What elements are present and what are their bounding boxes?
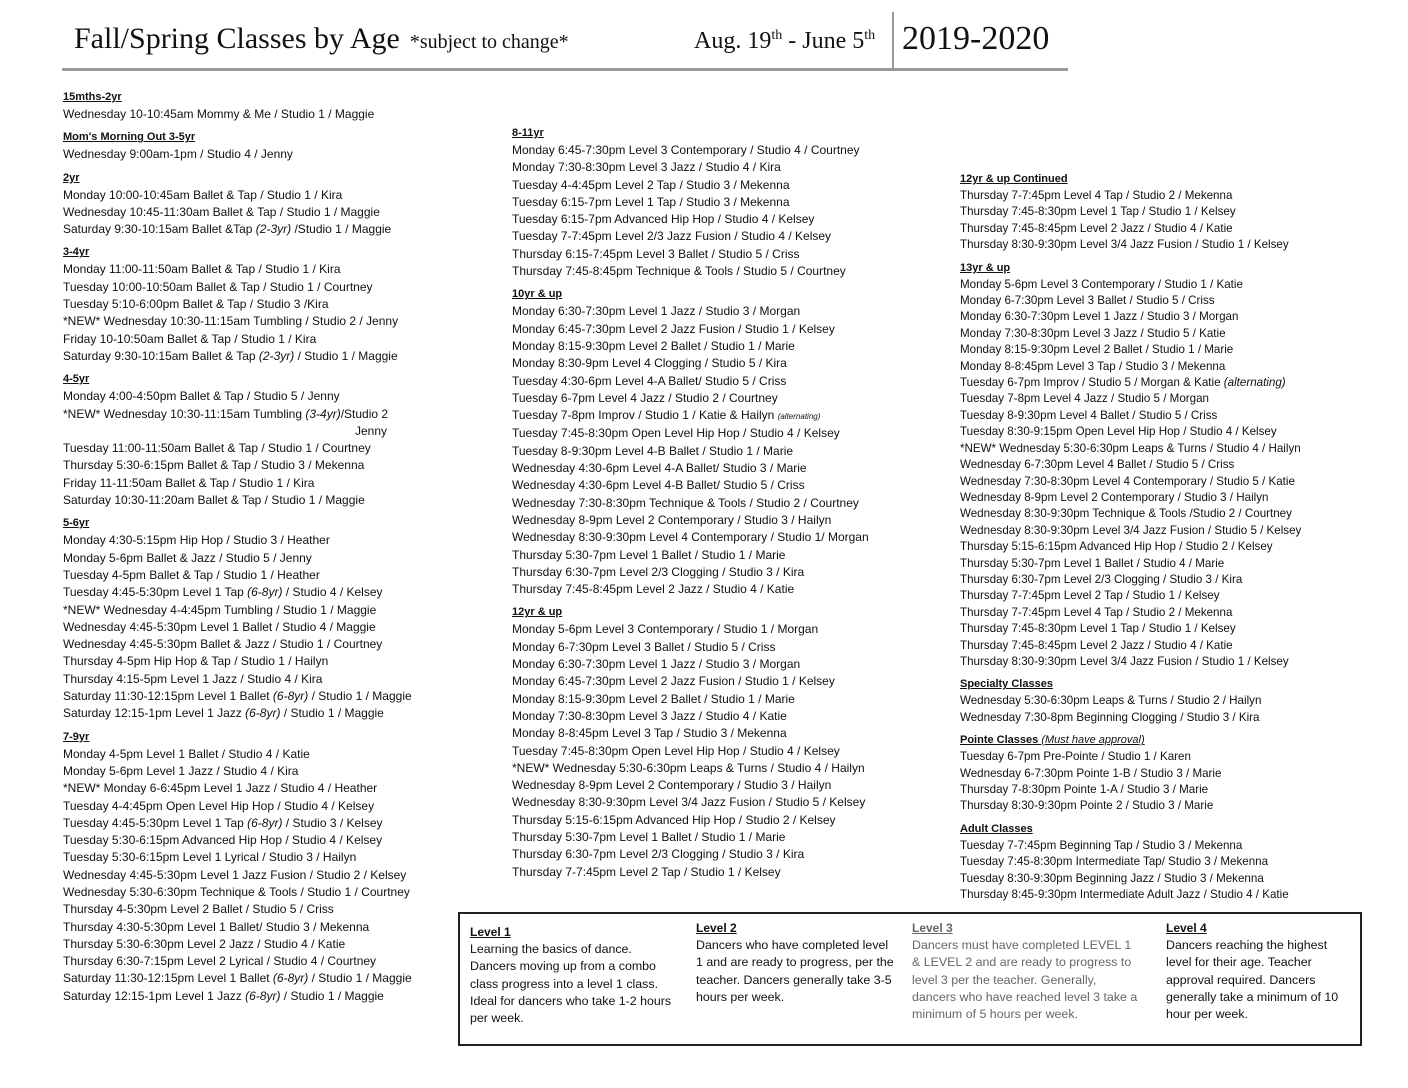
- section-heading-text: 4-5yr: [63, 373, 90, 386]
- section-heading-text: Specialty Classes: [960, 678, 1053, 691]
- class-entry-text: *NEW* Wednesday 10:30-11:15am Tumbling: [63, 406, 306, 421]
- section-heading-text: Pointe Classes: [960, 734, 1039, 747]
- class-entry: Monday 4-5pm Level 1 Ballet / Studio 4 / Katie: [63, 746, 310, 761]
- level-1-block: [470, 924, 675, 1027]
- class-entry: Tuesday 11:00-11:50am Ballet & Tap / Studio 1 / Courtney: [63, 441, 371, 456]
- class-entry: Saturday 10:30-11:20am Ballet & Tap / Studio 1 / Maggie: [63, 493, 365, 508]
- level-3-description: Dancers must have completed LEVEL 1 & LEVEL 2 and are ready to progress to level 3 per the teacher. Generally, dancers who have reached level 3 take a minimum of 5 hours per week.: [912, 938, 1138, 1022]
- class-entry: Friday 10-10:50am Ballet & Tap / Studio 1 / Kira: [63, 331, 317, 346]
- class-entry: Tuesday 4-5pm Ballet & Tap / Studio 1 / Heather: [63, 567, 320, 582]
- class-section: [512, 287, 869, 598]
- class-entry-text: Tuesday 6-7pm Improv / Studio 5 / Morgan & Katie: [960, 376, 1224, 390]
- class-entry: Thursday 8:30-9:30pm Level 3/4 Jazz Fusion / Studio 1 / Kelsey: [960, 238, 1289, 252]
- section-heading-text: 10yr & up: [512, 288, 563, 301]
- class-entry: Thursday 7:45-8:45pm Technique & Tools / Studio 5 / Courtney: [512, 264, 846, 279]
- class-entry-text-after: / Studio 1 / Maggie: [280, 988, 384, 1003]
- class-entry: Monday 10:00-10:45am Ballet & Tap / Studio 1 / Kira: [63, 187, 343, 202]
- section-heading-text: 13yr & up: [960, 261, 1011, 274]
- class-entry: [960, 375, 1301, 391]
- class-entry: Wednesday 4:45-5:30pm Level 1 Jazz Fusion / Studio 2 / Kelsey: [63, 867, 407, 882]
- class-entry: Thursday 5:30-7pm Level 1 Ballet / Studio 1 / Marie: [512, 547, 786, 562]
- class-entry: Monday 8:15-9:30pm Level 2 Ballet / Studio 1 / Marie: [960, 343, 1234, 357]
- class-entry-note: (6-8yr): [247, 815, 283, 830]
- section-heading-text: 12yr & up Continued: [960, 173, 1068, 185]
- class-entry: Wednesday 6-7:30pm Pointe 1-B / Studio 3 / Marie: [960, 766, 1222, 780]
- class-entry: Thursday 5:15-6:15pm Advanced Hip Hop / Studio 2 / Kelsey: [512, 812, 836, 827]
- class-entry: [63, 406, 412, 423]
- class-entry: [512, 407, 869, 425]
- class-entry-note: (3-4yr): [305, 406, 341, 421]
- class-entry: Thursday 5:15-6:15pm Advanced Hip Hop / Studio 2 / Kelsey: [960, 540, 1273, 554]
- class-section: [63, 171, 412, 239]
- class-entry: *NEW* Wednesday 5:30-6:30pm Leaps & Turns / Studio 4 / Hailyn: [960, 441, 1301, 455]
- class-entry: Thursday 5:30-6:15pm Ballet & Tap / Studio 3 / Mekenna: [63, 458, 365, 473]
- class-entry: Thursday 5:30-7pm Level 1 Ballet / Studio 1 / Marie: [512, 829, 786, 844]
- class-entry: Thursday 7:45-8:30pm Level 1 Tap / Studio 1 / Kelsey: [960, 622, 1236, 636]
- section-heading-text: Mom's Morning Out 3-5yr: [63, 131, 196, 144]
- class-entry: Tuesday 5:30-6:15pm Level 1 Lyrical / Studio 3 / Hailyn: [63, 850, 357, 865]
- class-entry: Wednesday 9:00am-1pm / Studio 4 / Jenny: [63, 147, 293, 162]
- class-entry: Monday 6:30-7:30pm Level 1 Jazz / Studio 3 / Morgan: [512, 657, 801, 672]
- class-entry: [63, 688, 412, 705]
- class-entry: Wednesday 8-9pm Level 2 Contemporary / Studio 3 / Hailyn: [960, 490, 1269, 504]
- class-entry: Thursday 7-7:45pm Level 2 Tap / Studio 1 / Kelsey: [960, 589, 1220, 603]
- class-entry-note: (6-8yr): [272, 689, 309, 704]
- class-entry: Thursday 6:30-7pm Level 2/3 Clogging / Studio 3 / Kira: [512, 847, 805, 862]
- section-heading: [63, 245, 412, 260]
- class-entry: *NEW* Wednesday 5:30-6:30pm Leaps & Turns / Studio 4 / Hailyn: [512, 760, 865, 775]
- schedule-column-2: [512, 126, 869, 888]
- class-entry: [63, 221, 412, 238]
- class-entry: Thursday 7-7:45pm Level 2 Tap / Studio 1 / Kelsey: [512, 864, 781, 879]
- class-entry: Wednesday 8:30-9:30pm Technique & Tools /Studio 2 / Courtney: [960, 507, 1292, 521]
- class-entry-text: Tuesday 4:45-5:30pm Level 1 Tap: [63, 585, 248, 600]
- class-section: [63, 130, 412, 163]
- class-section: [63, 90, 412, 123]
- class-entry-note: (2-3yr): [258, 348, 295, 363]
- class-section: [63, 516, 412, 722]
- section-heading-text: 12yr & up: [512, 606, 563, 619]
- class-entry: Tuesday 6:15-7pm Advanced Hip Hop / Studio 4 / Kelsey: [512, 212, 815, 227]
- section-heading: [63, 730, 412, 745]
- class-entry-text: Saturday 12:15-1pm Level 1 Jazz: [63, 706, 246, 721]
- class-section: [63, 372, 412, 509]
- class-entry-text-after: / Studio 4 / Kelsey: [282, 585, 383, 600]
- section-heading-note: (Must have approval): [1041, 734, 1145, 747]
- class-entry: [63, 988, 412, 1005]
- class-entry: Monday 8:15-9:30pm Level 2 Ballet / Studio 1 / Marie: [512, 338, 795, 353]
- class-entry-text-after: / Studio 3 / Kelsey: [282, 815, 383, 830]
- header-divider: [892, 12, 894, 68]
- class-entry: Tuesday 7:45-8:30pm Open Level Hip Hop / Studio 4 / Kelsey: [512, 426, 840, 441]
- section-heading-text: 15mths-2yr: [63, 91, 122, 103]
- class-entry: Thursday 5:30-6:30pm Level 2 Jazz / Studio 4 / Katie: [63, 936, 346, 951]
- class-entry: Thursday 6:30-7pm Level 2/3 Clogging / Studio 3 / Kira: [960, 572, 1243, 586]
- class-entry: [63, 815, 412, 832]
- section-heading-text: Adult Classes: [960, 822, 1033, 835]
- class-entry: Monday 4:00-4:50pm Ballet & Tap / Studio 5 / Jenny: [63, 389, 340, 404]
- class-entry: Thursday 5:30-7pm Level 1 Ballet / Studio 4 / Marie: [960, 556, 1225, 570]
- section-heading: [960, 677, 1301, 692]
- class-section: [960, 261, 1301, 671]
- class-entry: Wednesday 10:45-11:30am Ballet & Tap / Studio 1 / Maggie: [63, 204, 380, 219]
- level-descriptions-box: [458, 912, 1362, 1046]
- class-entry: Wednesday 5:30-6:30pm Technique & Tools / Studio 1 / Courtney: [63, 884, 410, 899]
- schedule-column-3: [960, 172, 1301, 910]
- class-entry: Friday 11-11:50am Ballet & Tap / Studio 1 / Kira: [63, 475, 315, 490]
- level-4-title: Level 4: [1166, 921, 1207, 935]
- class-entry: Wednesday 4:30-6pm Level 4-B Ballet/ Studio 5 / Criss: [512, 478, 805, 493]
- section-heading-text: 7-9yr: [63, 730, 90, 743]
- class-entry: Monday 6-7:30pm Level 3 Ballet / Studio 5 / Criss: [960, 294, 1215, 308]
- class-entry: Wednesday 7:30-8:30pm Technique & Tools / Studio 2 / Courtney: [512, 495, 859, 510]
- level-2-block: [696, 920, 896, 1006]
- class-entry: Tuesday 8-9:30pm Level 4 Ballet / Studio 5 / Criss: [960, 408, 1218, 422]
- class-entry-text-after: /Studio 2: [340, 406, 389, 421]
- class-entry-text: Saturday 9:30-10:15am Ballet &Tap: [63, 222, 256, 237]
- class-entry-text-after: / Studio 1 / Maggie: [308, 689, 412, 704]
- class-section: [960, 677, 1301, 726]
- class-entry: Tuesday 6-7pm Pre-Pointe / Studio 1 / Karen: [960, 750, 1191, 764]
- class-entry: Monday 6:45-7:30pm Level 2 Jazz Fusion / Studio 1 / Kelsey: [512, 321, 835, 336]
- section-heading: [63, 372, 412, 387]
- class-entry: *NEW* Wednesday 4-4:45pm Tumbling / Studio 1 / Maggie: [63, 602, 377, 617]
- class-entry-text: Tuesday 4:45-5:30pm Level 1 Tap: [63, 815, 248, 830]
- class-entry: Tuesday 6:15-7pm Level 1 Tap / Studio 3 / Mekenna: [512, 194, 790, 209]
- class-entry-text: Saturday 11:30-12:15pm Level 1 Ballet: [63, 971, 273, 986]
- section-heading: [960, 261, 1301, 276]
- class-entry: Wednesday 5:30-6:30pm Leaps & Turns / Studio 2 / Hailyn: [960, 694, 1262, 708]
- class-section: [512, 126, 869, 280]
- section-heading: [512, 605, 869, 620]
- class-entry: Thursday 8:30-9:30pm Level 3/4 Jazz Fusion / Studio 1 / Kelsey: [960, 654, 1289, 668]
- class-entry: Tuesday 7-7:45pm Level 2/3 Jazz Fusion / Studio 4 / Kelsey: [512, 229, 832, 244]
- class-entry: Wednesday 4:30-6pm Level 4-A Ballet/ Studio 3 / Marie: [512, 461, 807, 476]
- class-entry: Tuesday 6-7pm Level 4 Jazz / Studio 2 / Courtney: [512, 390, 778, 405]
- class-entry: Monday 6:30-7:30pm Level 1 Jazz / Studio 3 / Morgan: [960, 310, 1239, 324]
- class-section: [63, 245, 412, 365]
- section-heading-text: 2yr: [63, 171, 80, 184]
- class-entry-text: Saturday 11:30-12:15pm Level 1 Ballet: [63, 689, 273, 704]
- class-entry: Monday 5-6pm Level 3 Contemporary / Studio 1 / Morgan: [512, 622, 819, 637]
- section-heading: [512, 287, 869, 302]
- class-entry-note: (alternating): [777, 412, 821, 422]
- level-4-block: [1166, 920, 1346, 1023]
- class-entry-text: Saturday 9:30-10:15am Ballet & Tap: [63, 348, 259, 363]
- class-entry: Monday 8-8:45pm Level 3 Tap / Studio 3 / Mekenna: [960, 359, 1226, 373]
- class-entry: Jenny: [355, 423, 388, 438]
- class-entry: Monday 7:30-8:30pm Level 3 Jazz / Studio 5 / Katie: [960, 326, 1226, 340]
- section-heading-text: 3-4yr: [63, 246, 90, 259]
- class-entry: Thursday 7-7:45pm Level 4 Tap / Studio 2 / Mekenna: [960, 189, 1233, 202]
- schedule-column-1: [63, 90, 412, 1012]
- class-entry: Thursday 7-8:30pm Pointe 1-A / Studio 3 / Marie: [960, 783, 1209, 796]
- class-entry: Tuesday 7:45-8:30pm Open Level Hip Hop / Studio 4 / Kelsey: [512, 743, 840, 758]
- class-entry-text-after: / Studio 1 / Maggie: [308, 971, 412, 986]
- class-entry: Monday 7:30-8:30pm Level 3 Jazz / Studio 4 / Kira: [512, 160, 781, 175]
- class-entry: Monday 6-7:30pm Level 3 Ballet / Studio 5 / Criss: [512, 639, 776, 654]
- class-entry: Monday 4:30-5:15pm Hip Hop / Studio 3 / Heather: [63, 533, 330, 548]
- class-entry: Tuesday 7-7:45pm Beginning Tap / Studio 3 / Mekenna: [960, 838, 1243, 852]
- class-entry: Monday 8:15-9:30pm Level 2 Ballet / Studio 1 / Marie: [512, 691, 795, 706]
- class-entry: Monday 6:30-7:30pm Level 1 Jazz / Studio 3 / Morgan: [512, 304, 801, 319]
- class-entry-text-after: / Studio 1 / Maggie: [280, 706, 384, 721]
- class-entry-note: (6-8yr): [272, 971, 309, 986]
- class-entry: [63, 970, 412, 987]
- section-heading-text: 5-6yr: [63, 517, 90, 530]
- class-entry: Thursday 4-5:30pm Level 2 Ballet / Studio 5 / Criss: [63, 902, 334, 917]
- class-section: [512, 605, 869, 880]
- level-1-title: Level 1: [470, 925, 511, 939]
- class-entry: Wednesday 8-9pm Level 2 Contemporary / Studio 3 / Hailyn: [512, 512, 832, 527]
- section-heading: [63, 171, 412, 186]
- class-entry-note: (2-3yr): [255, 222, 292, 237]
- class-entry: [63, 348, 412, 365]
- class-entry: Tuesday 7:45-8:30pm Intermediate Tap/ Studio 3 / Mekenna: [960, 855, 1269, 869]
- section-heading: [512, 126, 869, 141]
- class-entry: Wednesday 8-9pm Level 2 Contemporary / Studio 3 / Hailyn: [512, 778, 832, 793]
- section-heading: [960, 733, 1301, 748]
- class-entry: Wednesday 8:30-9:30pm Level 3/4 Jazz Fusion / Studio 5 / Kelsey: [512, 795, 866, 810]
- class-entry: *NEW* Monday 6-6:45pm Level 1 Jazz / Studio 4 / Heather: [63, 781, 378, 796]
- date-end-suffix: th: [864, 28, 876, 43]
- class-entry: Wednesday 10-10:45am Mommy & Me / Studio 1 / Maggie: [63, 107, 375, 121]
- class-section: [960, 822, 1301, 904]
- class-entry: Wednesday 8:30-9:30pm Level 3/4 Jazz Fusion / Studio 5 / Kelsey: [960, 523, 1302, 537]
- class-entry: *NEW* Wednesday 10:30-11:15am Tumbling / Studio 2 / Jenny: [63, 314, 399, 329]
- class-entry: Monday 7:30-8:30pm Level 3 Jazz / Studio 4 / Katie: [512, 708, 787, 723]
- class-entry: Tuesday 8:30-9:30pm Beginning Jazz / Studio 3 / Mekenna: [960, 871, 1264, 885]
- class-entry: Monday 8-8:45pm Level 3 Tap / Studio 3 / Mekenna: [512, 726, 787, 741]
- class-entry: Monday 5-6pm Ballet & Jazz / Studio 5 / Jenny: [63, 550, 312, 565]
- class-entry: Tuesday 4:30-6pm Level 4-A Ballet/ Studio 5 / Criss: [512, 373, 787, 388]
- subtitle-note: *subject to change*: [409, 31, 569, 53]
- class-entry: Thursday 7:45-8:30pm Level 1 Tap / Studio 1 / Kelsey: [960, 205, 1236, 219]
- class-section: [960, 733, 1301, 815]
- class-entry: Wednesday 4:45-5:30pm Ballet & Jazz / Studio 1 / Courtney: [63, 637, 383, 652]
- class-entry: Monday 5-6pm Level 3 Contemporary / Studio 1 / Katie: [960, 277, 1243, 291]
- class-entry: Monday 11:00-11:50am Ballet & Tap / Studio 1 / Kira: [63, 262, 341, 277]
- class-entry: Wednesday 7:30-8:30pm Level 4 Contemporary / Studio 5 / Katie: [960, 474, 1295, 488]
- class-entry: Thursday 6:15-7:45pm Level 3 Ballet / Studio 5 / Criss: [512, 246, 800, 261]
- class-entry: Tuesday 4-4:45pm Level 2 Tap / Studio 3 / Mekenna: [512, 177, 790, 192]
- class-entry-note: (alternating): [1223, 376, 1286, 390]
- section-heading-text: 8-11yr: [512, 127, 544, 139]
- class-entry: Thursday 4:30-5:30pm Level 1 Ballet/ Studio 3 / Mekenna: [63, 919, 370, 934]
- page-title: [74, 22, 569, 56]
- level-3-title: Level 3: [912, 921, 953, 935]
- date-start: Aug. 19: [694, 28, 772, 54]
- class-entry: Tuesday 10:00-10:50am Ballet & Tap / Studio 1 / Courtney: [63, 279, 373, 294]
- class-entry: Tuesday 7-8pm Level 4 Jazz / Studio 5 / Morgan: [960, 392, 1209, 406]
- class-entry-text-after: /Studio 1 / Maggie: [291, 222, 392, 237]
- class-entry: Thursday 7:45-8:45pm Level 2 Jazz / Studio 4 / Katie: [512, 582, 795, 597]
- level-1-description: Learning the basics of dance. Dancers moving up from a combo class progress into a level 1 class. Ideal for dancers who take 1-2 hours per week.: [470, 942, 672, 1026]
- level-2-description: Dancers who have completed level 1 and are ready to progress, per the teacher. Dancers generally take 3-5 hours per week.: [696, 938, 894, 1004]
- class-entry: Tuesday 8:30-9:15pm Open Level Hip Hop / Studio 4 / Kelsey: [960, 425, 1277, 439]
- section-heading: [960, 172, 1301, 187]
- class-entry: Thursday 6:30-7pm Level 2/3 Clogging / Studio 3 / Kira: [512, 564, 805, 579]
- class-entry: [63, 584, 412, 601]
- class-entry: Wednesday 7:30-8pm Beginning Clogging / Studio 3 / Kira: [960, 710, 1260, 724]
- section-heading: [960, 822, 1301, 837]
- class-entry: Monday 6:45-7:30pm Level 3 Contemporary / Studio 4 / Courtney: [512, 143, 860, 157]
- class-entry: Thursday 7:45-8:45pm Level 2 Jazz / Studio 4 / Katie: [960, 221, 1233, 235]
- class-entry: Monday 6:45-7:30pm Level 2 Jazz Fusion / Studio 1 / Kelsey: [512, 674, 835, 689]
- class-entry: Thursday 7-7:45pm Level 4 Tap / Studio 2 / Mekenna: [960, 605, 1233, 619]
- class-entry: Wednesday 4:45-5:30pm Level 1 Ballet / Studio 4 / Maggie: [63, 619, 376, 634]
- level-3-block: [912, 920, 1138, 1023]
- class-entry: Thursday 6:30-7:15pm Level 2 Lyrical / Studio 4 / Courtney: [63, 954, 377, 969]
- date-range: [694, 28, 875, 55]
- level-2-title: Level 2: [696, 921, 737, 935]
- class-section: [960, 172, 1301, 254]
- class-entry-note: (6-8yr): [245, 706, 281, 721]
- section-heading: [63, 516, 412, 531]
- level-4-description: Dancers reaching the highest level for their age. Teacher approval required. Dancers generally take a minimum of 10 hour per week.: [1166, 938, 1339, 1022]
- class-entry: Tuesday 4-4:45pm Open Level Hip Hop / Studio 4 / Kelsey: [63, 798, 375, 813]
- class-entry-text-after: / Studio 1 / Maggie: [294, 348, 398, 363]
- class-section: [63, 730, 412, 1005]
- class-entry: Tuesday 5:30-6:15pm Advanced Hip Hop / Studio 4 / Kelsey: [63, 833, 383, 848]
- section-heading: [63, 90, 412, 105]
- class-entry: Thursday 4-5pm Hip Hop & Tap / Studio 1 / Hailyn: [63, 654, 329, 669]
- class-entry: Thursday 8:30-9:30pm Pointe 2 / Studio 3 / Marie: [960, 799, 1214, 813]
- school-year: 2019-2020: [902, 20, 1050, 57]
- class-entry: Thursday 8:45-9:30pm Intermediate Adult Jazz / Studio 4 / Katie: [960, 888, 1289, 902]
- class-entry: Thursday 7:45-8:45pm Level 2 Jazz / Studio 4 / Katie: [960, 638, 1233, 652]
- class-entry-text: Saturday 12:15-1pm Level 1 Jazz: [63, 988, 246, 1003]
- class-entry: Monday 5-6pm Level 1 Jazz / Studio 4 / Kira: [63, 763, 299, 778]
- class-entry: Monday 8:30-9pm Level 4 Clogging / Studio 5 / Kira: [512, 356, 787, 371]
- date-separator: - June 5: [782, 28, 865, 54]
- page-header: [62, 12, 1068, 71]
- date-start-suffix: th: [771, 28, 783, 43]
- class-entry-note: (6-8yr): [245, 988, 281, 1003]
- class-entry-text: Tuesday 7-8pm Improv / Studio 1 / Katie & Hailyn: [512, 408, 778, 423]
- class-entry: Wednesday 6-7:30pm Level 4 Ballet / Studio 5 / Criss: [960, 458, 1235, 472]
- class-entry: Tuesday 8-9:30pm Level 4-B Ballet / Studio 1 / Marie: [512, 443, 794, 458]
- class-entry: Tuesday 5:10-6:00pm Ballet & Tap / Studio 3 /Kira: [63, 297, 329, 312]
- title-text: Fall/Spring Classes by Age: [74, 22, 400, 55]
- section-heading: [63, 130, 412, 145]
- class-entry: [63, 705, 412, 722]
- class-entry: Wednesday 8:30-9:30pm Level 4 Contemporary / Studio 1/ Morgan: [512, 530, 869, 545]
- class-entry: Thursday 4:15-5pm Level 1 Jazz / Studio 4 / Kira: [63, 671, 323, 686]
- class-entry-note: (6-8yr): [247, 585, 283, 600]
